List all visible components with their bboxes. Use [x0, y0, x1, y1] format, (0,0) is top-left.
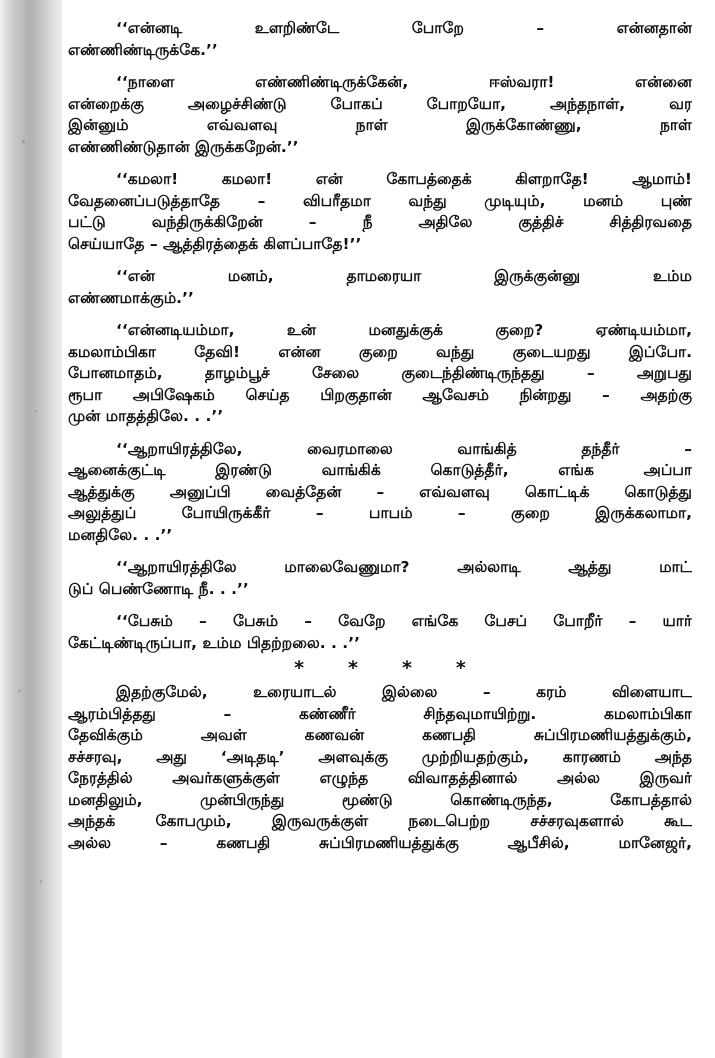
text-line: அலுத்துப் போயிருக்கீர் – பாபம் – குறை இருக்கலாமா,	[68, 504, 692, 522]
text-line: போனமாதம், தாழம்பூச் சேலை குடைந்திண்டிருந்தது – அறுபது	[68, 364, 692, 382]
text-line: ‘‘என்னடியம்மா, உன் மனதுக்குக் குறை? ஏண்டியம்மா,	[116, 321, 692, 339]
text-line: நேரத்தில் அவர்களுக்குள் எழுந்த விவாதத்தினால் அல்ல இருவர்	[68, 769, 692, 787]
text-line: மனதிலே. . .’’	[68, 525, 173, 544]
text-line: ‘‘ஆறாயிரத்திலே மாலைவேணுமா? அல்லாடி ஆத்து மாட்	[116, 558, 692, 576]
text-line: டுப் பெண்ணோடி நீ. . .’’	[68, 579, 249, 598]
paragraph	[68, 439, 692, 547]
paragraph	[68, 557, 692, 600]
text-line: ‘‘கமலா! கமலா! என் கோபத்தைக் கிளறாதே! ஆமாம்!	[116, 170, 692, 188]
text-line: ‘‘பேசும் – பேசும் – வேறே எங்கே பேசப் போறீர் – யார்	[116, 612, 692, 630]
text-line: என்றைக்கு அழைச்சிண்டு போகப் போறயோ, அந்தநாள், வர	[68, 94, 692, 113]
paragraph	[68, 682, 692, 854]
section-separator: ****	[294, 657, 510, 679]
text-line: சச்சரவு, அது ‘அடிதடி’ அளவுக்கு முற்றியதற்கும், காரணம் அந்த	[68, 747, 692, 766]
text-line: ரூபா அபிஷேகம் செய்த பிறகுதான் ஆவேசம் நின்றது – அதற்கு	[68, 385, 692, 404]
text-line: ஆரம்பித்தது – கண்ணீர் சிந்தவுமாயிற்று. கமலாம்பிகா	[68, 704, 692, 723]
page-text	[68, 18, 692, 854]
paragraph	[68, 169, 692, 255]
text-line: ‘‘என் மனம், தாமரையா இருக்குன்னு உம்ம	[116, 267, 692, 285]
text-line: வேதனைப்படுத்தாதே – விபரீதமா வந்து முடியும், மனம் புண்	[68, 191, 692, 210]
text-line: கேட்டிண்டிருப்பா, உம்ம பிதற்றலை. . .’’	[68, 633, 360, 652]
text-line: கமலாம்பிகா தேவி! என்ன குறை வந்து குடையறது இப்போ.	[68, 342, 692, 361]
text-line: எண்ணிண்டுதான் இருக்கறேன்.’’	[68, 137, 299, 156]
text-line: அந்தக் கோபமும், இருவருக்குள் நடைபெற்ற சச்சரவுகளால் கூட	[68, 812, 692, 830]
text-line: ‘‘ஆறாயிரத்திலே, வைரமாலை வாங்கித் தந்தீர் –	[116, 439, 692, 458]
text-line: இன்னும் எவ்வளவு நாள் இருக்கோண்ணு, நாள்	[68, 116, 692, 134]
paragraph	[68, 611, 692, 654]
text-line: ‘‘என்னடி உளறிண்டே போறே – என்னதான்	[116, 19, 692, 37]
text-line: தேவிக்கும் அவள் கணவன் கணபதி சுப்பிரமணியத்துக்கும்,	[68, 726, 692, 744]
text-line: ஆனைக்குட்டி இரண்டு வாங்கிக் கொடுத்தீர், எங்க அப்பா	[68, 461, 692, 479]
text-line: எண்ணமாக்கும்.’’	[68, 288, 194, 307]
text-line: ‘‘நாளை எண்ணிண்டிருக்கேன், ஈஸ்வரா! என்னை	[116, 73, 692, 91]
paragraph	[68, 320, 692, 428]
text-line: இதற்குமேல், உரையாடல் இல்லை – கரம் விளையாட	[116, 683, 692, 701]
text-line: ஆத்துக்கு அனுப்பி வைத்தேன் – எவ்வளவு கொட்டிக் கொடுத்து	[68, 482, 692, 501]
text-line: முன் மாதத்திலே. . .’’	[68, 407, 224, 425]
paragraph	[68, 266, 692, 309]
text-line: செய்யாதே – ஆத்திரத்தைக் கிளப்பாதே!’’	[68, 234, 362, 253]
paragraph	[68, 18, 692, 61]
scan-speck	[35, 410, 37, 412]
scan-shadow-gutter	[0, 0, 62, 1058]
scan-speck	[18, 690, 21, 692]
text-line: மனதிலும், முன்பிருந்து மூண்டு கொண்டிருந்த, கோபத்தால்	[68, 790, 692, 809]
scan-speck	[22, 140, 25, 143]
paragraph	[68, 72, 692, 158]
text-line: பட்டு வந்திருக்கிறேன் – நீ அதிலே குத்திச் சித்திரவதை	[68, 213, 692, 231]
scan-speck	[40, 880, 42, 883]
text-line: எண்ணிண்டிருக்கே.’’	[68, 40, 218, 59]
text-line: அல்ல – கணபதி சுப்பிரமணியத்துக்கு ஆபீசில், மானேஜர்,	[68, 833, 692, 852]
